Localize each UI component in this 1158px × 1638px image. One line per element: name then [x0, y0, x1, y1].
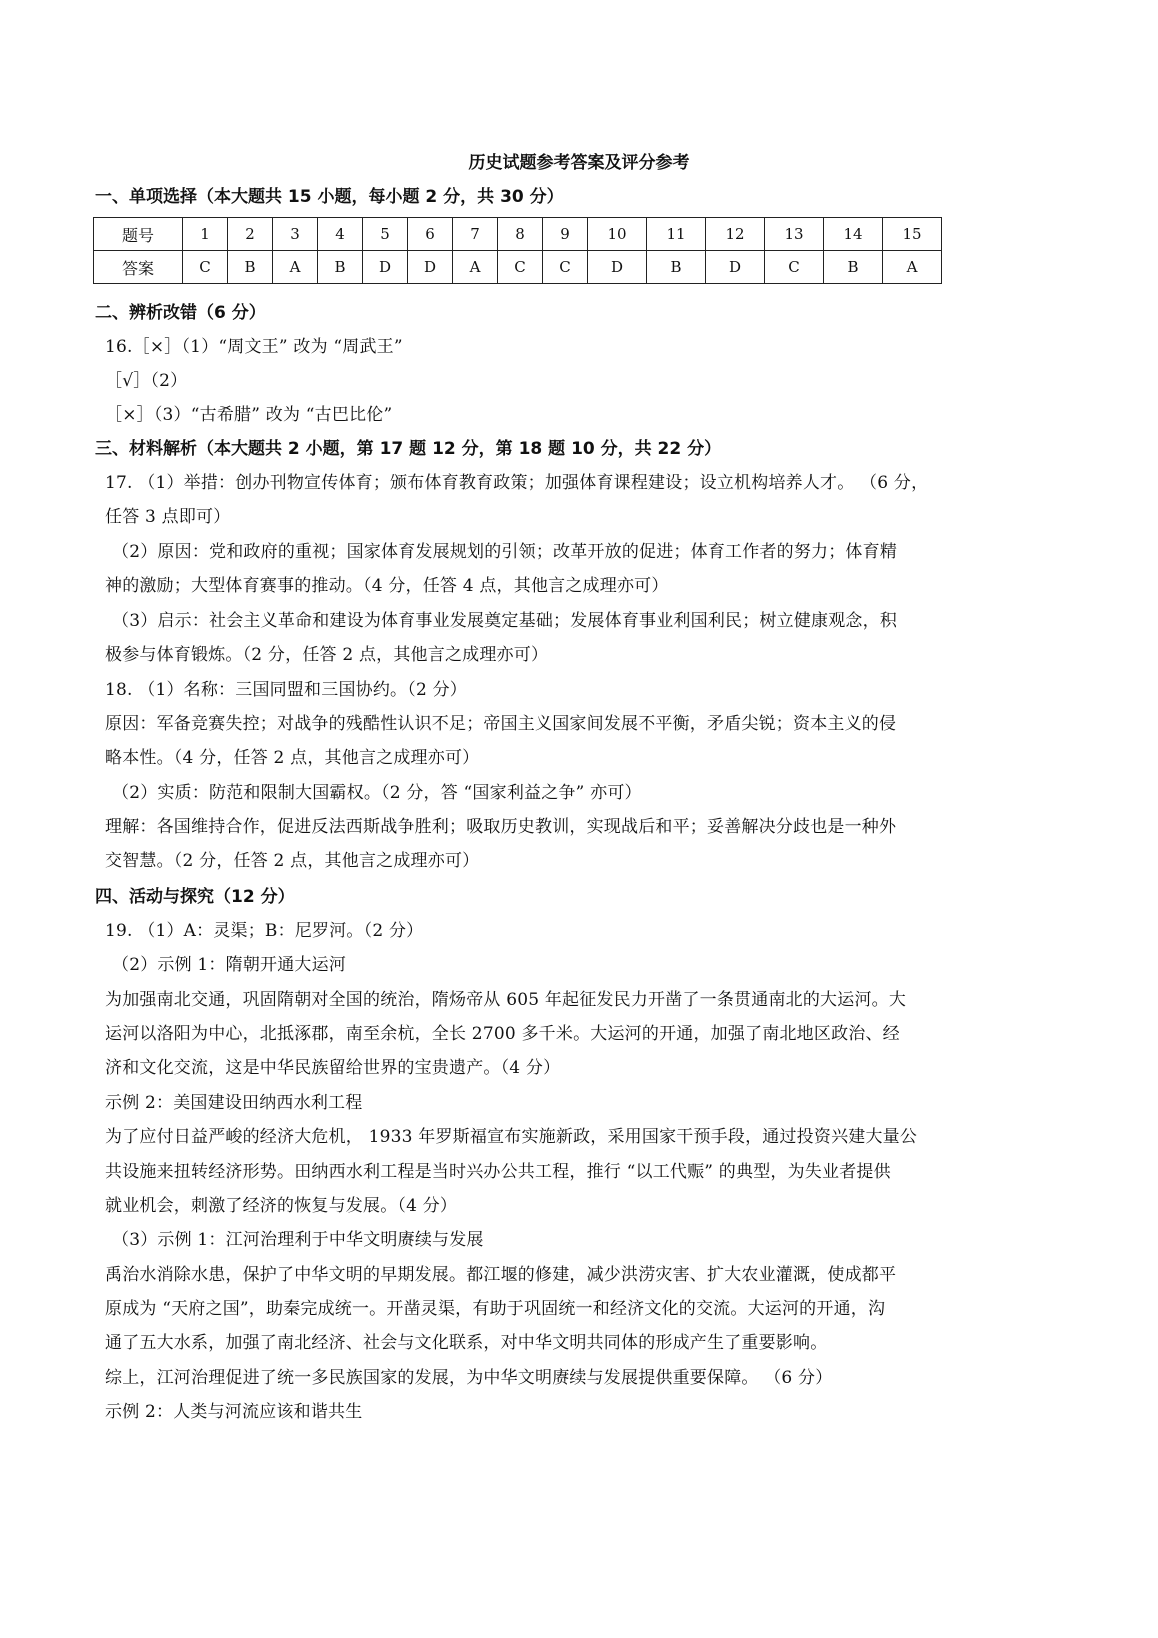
text-line: 济和文化交流，这是中华民族留给世界的宝贵遗产。（4 分） — [105, 1058, 561, 1078]
text-line: 18. （1）名称：三国同盟和三国协约。（2 分） — [105, 680, 467, 700]
table-cell: D — [588, 251, 647, 284]
table-cell: D — [408, 251, 453, 284]
text-line: 为了应付日益严峻的经济大危机， 1933 年罗斯福宣布实施新政，采用国家干预手段，通过投资兴建大量公 — [105, 1127, 918, 1147]
table-cell: 3 — [273, 218, 318, 251]
table-cell: D — [363, 251, 408, 284]
text-line: （2）原因：党和政府的重视；国家体育发展规划的引领；改革开放的促进；体育工作者的努力；体育精 — [112, 542, 898, 562]
text-line: 神的激励；大型体育赛事的推动。（4 分，任答 4 点，其他言之成理亦可） — [105, 576, 669, 596]
table-cell: 14 — [824, 218, 883, 251]
table-cell: A — [883, 251, 942, 284]
table-row-numbers — [94, 218, 942, 251]
table-cell: C — [498, 251, 543, 284]
table-cell: 6 — [408, 218, 453, 251]
section1-heading: 一、单项选择（本大题共 15 小题，每小题 2 分，共 30 分） — [95, 187, 564, 207]
table-cell: 5 — [363, 218, 408, 251]
text-line: ［×］（3）“古希腊” 改为 “古巴比伦” — [105, 405, 393, 425]
text-line: 就业机会，刺激了经济的恢复与发展。（4 分） — [105, 1196, 458, 1216]
table-cell: 4 — [318, 218, 363, 251]
table-cell: 1 — [183, 218, 228, 251]
text-line: 略本性。（4 分，任答 2 点，其他言之成理亦可） — [105, 748, 480, 768]
text-line: 通了五大水系，加强了南北经济、社会与文化联系，对中华文明共同体的形成产生了重要影响。 — [105, 1333, 828, 1353]
table-cell: C — [543, 251, 588, 284]
text-line: 综上，江河治理促进了统一多民族国家的发展，为中华文明赓续与发展提供重要保障。 （6 分） — [105, 1368, 833, 1388]
table-cell: A — [273, 251, 318, 284]
text-line: 19. （1）A：灵渠；B：尼罗河。（2 分） — [105, 921, 424, 941]
table-cell: B — [824, 251, 883, 284]
table-cell: 8 — [498, 218, 543, 251]
table-cell: D — [706, 251, 765, 284]
table-cell: B — [647, 251, 706, 284]
section2-heading: 二、辨析改错（6 分） — [95, 303, 266, 323]
text-line: （2）示例 1：隋朝开通大运河 — [112, 955, 347, 975]
text-line: 交智慧。（2 分，任答 2 点，其他言之成理亦可） — [105, 851, 480, 871]
text-line: 理解：各国维持合作，促进反法西斯战争胜利；吸取历史教训，实现战后和平；妥善解决分歧也是一种外 — [105, 817, 897, 837]
table-cell: B — [318, 251, 363, 284]
table-cell: 13 — [765, 218, 824, 251]
text-line: （3）启示：社会主义革命和建设为体育事业发展奠定基础；发展体育事业利国利民；树立健康观念，积 — [112, 611, 898, 631]
text-line: 17. （1）举措：创办刊物宣传体育；颁布体育教育政策；加强体育课程建设；设立机构培养人才。 （6 分， — [105, 473, 929, 493]
section3-heading: 三、材料解析（本大题共 2 小题，第 17 题 12 分，第 18 题 10 分，共 22 分） — [95, 439, 722, 459]
table-cell: 2 — [228, 218, 273, 251]
table-row-answers — [94, 251, 942, 284]
table-cell: 15 — [883, 218, 942, 251]
row-label-numbers: 题号 — [94, 218, 183, 251]
text-line: ［√］（2） — [105, 371, 188, 391]
table-cell: A — [453, 251, 498, 284]
text-line: 为加强南北交通，巩固隋朝对全国的统治，隋炀帝从 605 年起征发民力开凿了一条贯通南北的大运河。大 — [105, 990, 907, 1010]
table-cell: B — [228, 251, 273, 284]
page-title: 历史试题参考答案及评分参考 — [468, 153, 690, 173]
text-line: 极参与体育锻炼。（2 分，任答 2 点，其他言之成理亦可） — [105, 645, 549, 665]
answer-table — [93, 217, 942, 284]
text-line: 示例 2：人类与河流应该和谐共生 — [105, 1402, 363, 1422]
text-line: 原成为 “天府之国”，助秦完成统一。开凿灵渠，有助于巩固统一和经济文化的交流。大运河的开通，沟 — [105, 1299, 886, 1319]
row-label-answers: 答案 — [94, 251, 183, 284]
table-cell: 11 — [647, 218, 706, 251]
table-cell: C — [765, 251, 824, 284]
section4-heading: 四、活动与探究（12 分） — [95, 887, 295, 907]
table-cell: 12 — [706, 218, 765, 251]
text-line: 原因：军备竞赛失控；对战争的残酷性认识不足；帝国主义国家间发展不平衡，矛盾尖锐；资本主义的侵 — [105, 714, 897, 734]
text-line: 禹治水消除水患，保护了中华文明的早期发展。都江堰的修建，减少洪涝灾害、扩大农业灌溉，使成都平 — [105, 1265, 897, 1285]
table-cell: 9 — [543, 218, 588, 251]
text-line: 示例 2：美国建设田纳西水利工程 — [105, 1093, 363, 1113]
text-line: （2）实质：防范和限制大国霸权。（2 分，答 “国家利益之争” 亦可） — [112, 783, 642, 803]
text-line: 16.［×］（1）“周文王” 改为 “周武王” — [105, 337, 403, 357]
text-line: 运河以洛阳为中心，北抵涿郡，南至余杭，全长 2700 多千米。大运河的开通，加强了南北地区政治、经 — [105, 1024, 900, 1044]
text-line: 共设施来扭转经济形势。田纳西水利工程是当时兴办公共工程，推行 “以工代赈” 的典型，为失业者提供 — [105, 1162, 891, 1182]
table-cell: 10 — [588, 218, 647, 251]
table-cell: 7 — [453, 218, 498, 251]
text-line: 任答 3 点即可） — [105, 507, 231, 527]
text-line: （3）示例 1：江河治理利于中华文明赓续与发展 — [112, 1230, 484, 1250]
table-cell: C — [183, 251, 228, 284]
